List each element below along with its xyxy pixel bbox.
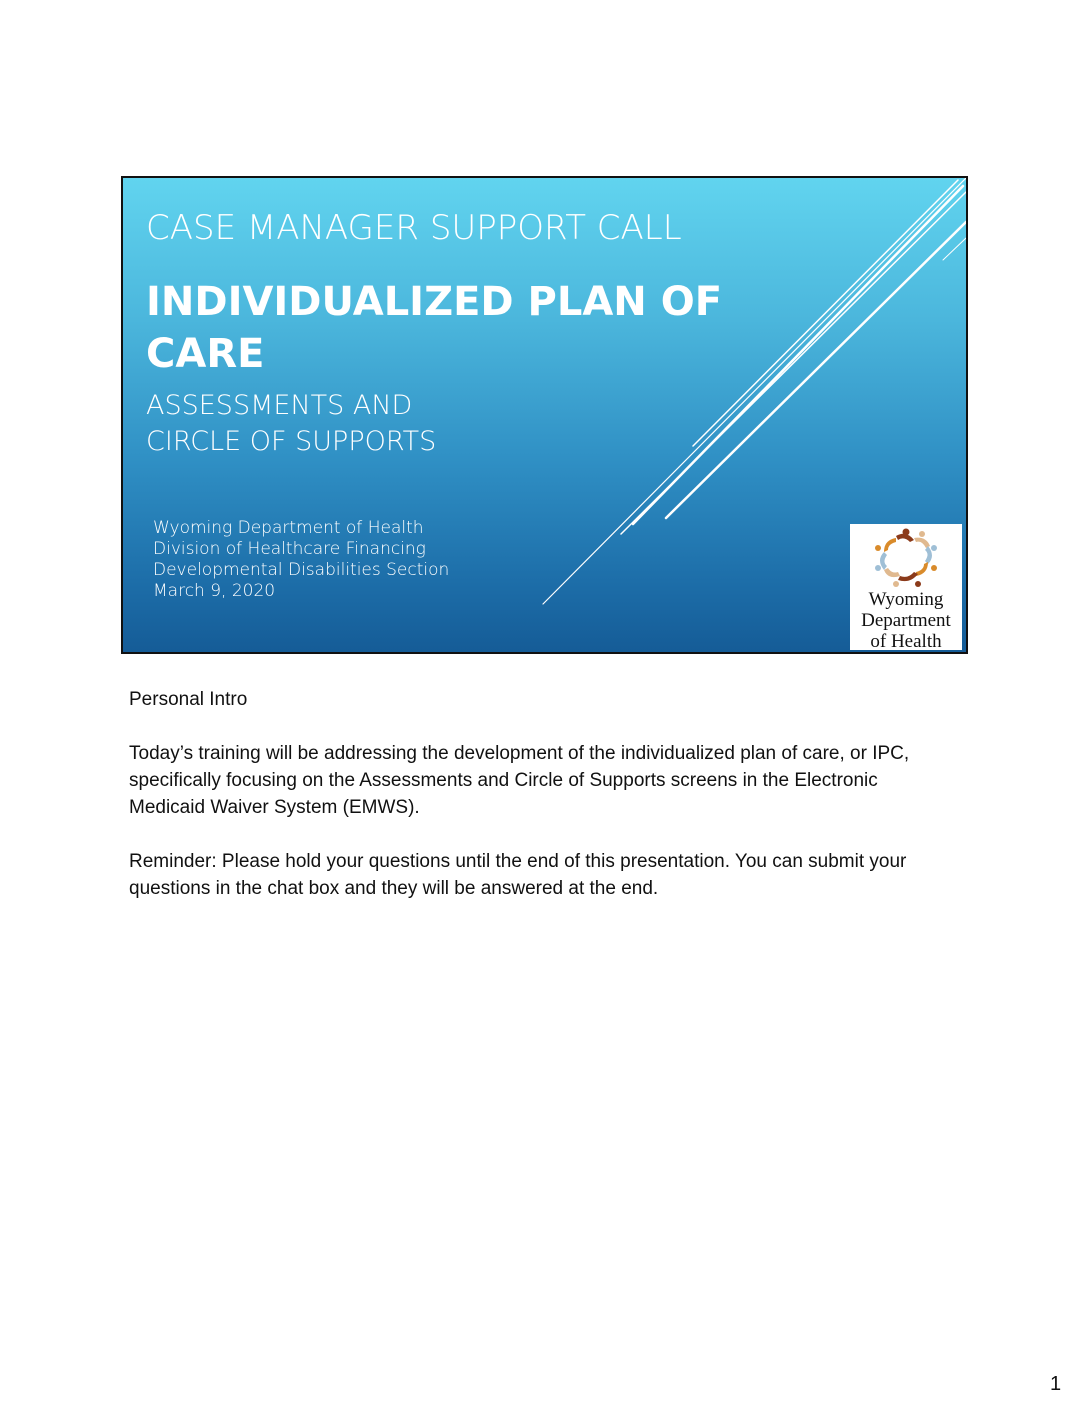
people-circle-logo-icon <box>870 526 942 588</box>
notes-paragraph-training: Today’s training will be addressing the development of the individualized plan of care, or IPC, specifically focusing on the Assessments and Circle of Supports screens in the Electronic Medicaid Waiver System (EMWS). <box>129 743 910 818</box>
slide-subtitle <box>146 388 436 460</box>
wyoming-doh-logo <box>850 524 962 650</box>
slide-subtitle-line-1: ASSESSMENTS AND <box>146 390 413 421</box>
info-division: Division of Healthcare Financing <box>153 539 426 559</box>
slide-title-line-1: INDIVIDUALIZED PLAN OF <box>146 279 723 325</box>
info-date: March 9, 2020 <box>153 581 276 601</box>
speaker-notes <box>129 686 949 929</box>
slide-kicker: CASE MANAGER SUPPORT CALL <box>146 208 682 248</box>
presenter-info <box>153 518 449 602</box>
slide-title-line-2: CARE <box>146 331 265 377</box>
info-section: Developmental Disabilities Section <box>153 560 450 580</box>
info-organization: Wyoming Department of Health <box>153 518 424 538</box>
notes-paragraph-reminder: Reminder: Please hold your questions until the end of this presentation. You can submit your questions in the chat box and they will be answered at the end. <box>129 851 907 899</box>
logo-text <box>850 589 962 650</box>
logo-text-line-2: Department <box>861 610 951 631</box>
slide-title <box>146 276 746 380</box>
logo-text-line-1: Wyoming <box>868 589 944 610</box>
slide-subtitle-line-2: CIRCLE OF SUPPORTS <box>146 426 437 457</box>
logo-text-line-3: of Health <box>870 631 942 650</box>
slide-thumbnail <box>121 176 968 654</box>
page-number: 1 <box>1050 1373 1062 1395</box>
notes-paragraph-intro: Personal Intro <box>129 689 248 710</box>
